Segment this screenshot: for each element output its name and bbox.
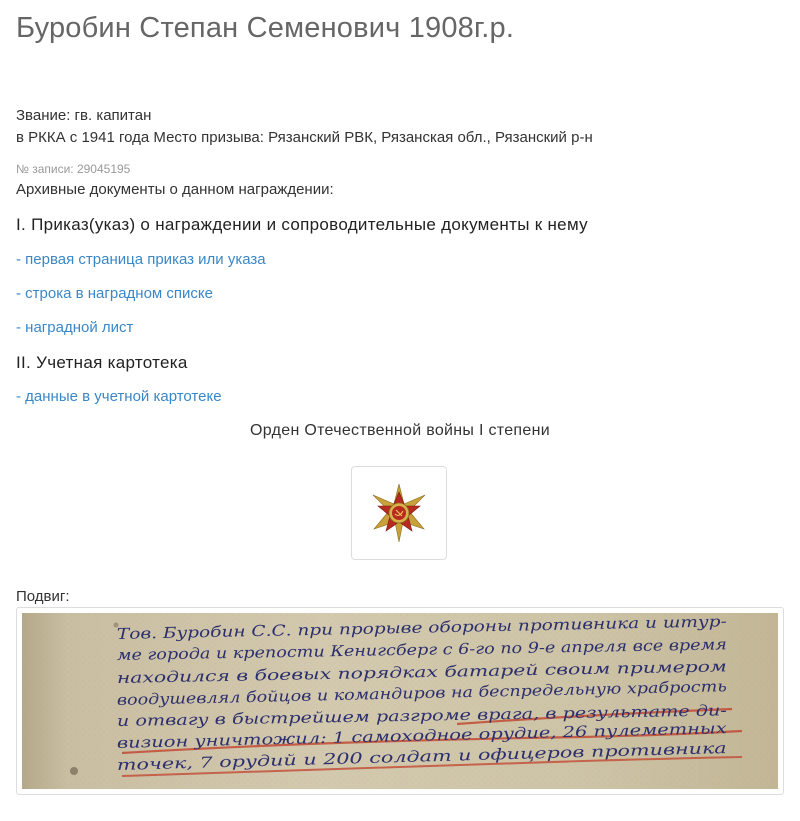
link-order-first-page[interactable]: - первая страница приказ или указа	[16, 251, 266, 268]
handwritten-line: находился в боевых порядках батарей своим примером	[116, 660, 568, 687]
handwritten-line: и отвагу в быстрейшем разгроме врага, в результате ди-	[116, 703, 594, 730]
link-award-list-row[interactable]: - строка в наградном списке	[16, 285, 213, 302]
handwritten-line: воодушевлял бойцов и командиров на беспредельную храбрость	[116, 679, 640, 709]
order-patriotic-war-icon	[368, 482, 430, 544]
handwritten-line: ме города и крепости Кенигсберг с 6-го по 9-е апреля все время	[116, 636, 638, 664]
award-image[interactable]	[351, 466, 447, 560]
link-award-sheet[interactable]: - наградной лист	[16, 319, 134, 336]
handwritten-line: Тов. Буробин С.С. при прорыве обороны противника и штур-	[116, 614, 612, 643]
rank-text: Звание: гв. капитан	[16, 107, 152, 124]
handwritten-line: точек, 7 орудий и 200 солдат и офицеров противника	[116, 743, 560, 774]
record-id: № записи: 29045195	[16, 162, 131, 176]
award-name: Орден Отечественной войны I степени	[250, 422, 550, 439]
section-orders-title: I. Приказ(указ) о награждении и сопроводительные документы к нему	[16, 215, 588, 234]
section-card-index-title: II. Учетная картотека	[16, 353, 188, 372]
feat-document-frame	[16, 607, 784, 795]
link-card-index-data[interactable]: - данные в учетной картотеке	[16, 388, 222, 405]
ink-blot	[70, 767, 78, 775]
handwritten-line: визион уничтожил: 1 самоходное орудие, 26 пулеметных	[116, 722, 589, 752]
feat-document-image[interactable]	[22, 613, 778, 789]
service-text: в РККА с 1941 года Место призыва: Рязанский РВК, Рязанская обл., Рязанский р-н	[16, 129, 593, 146]
archive-heading: Архивные документы о данном награждении:	[16, 181, 334, 198]
feat-label: Подвиг:	[16, 588, 70, 605]
page-title: Буробин Степан Семенович 1908г.р.	[16, 12, 515, 44]
